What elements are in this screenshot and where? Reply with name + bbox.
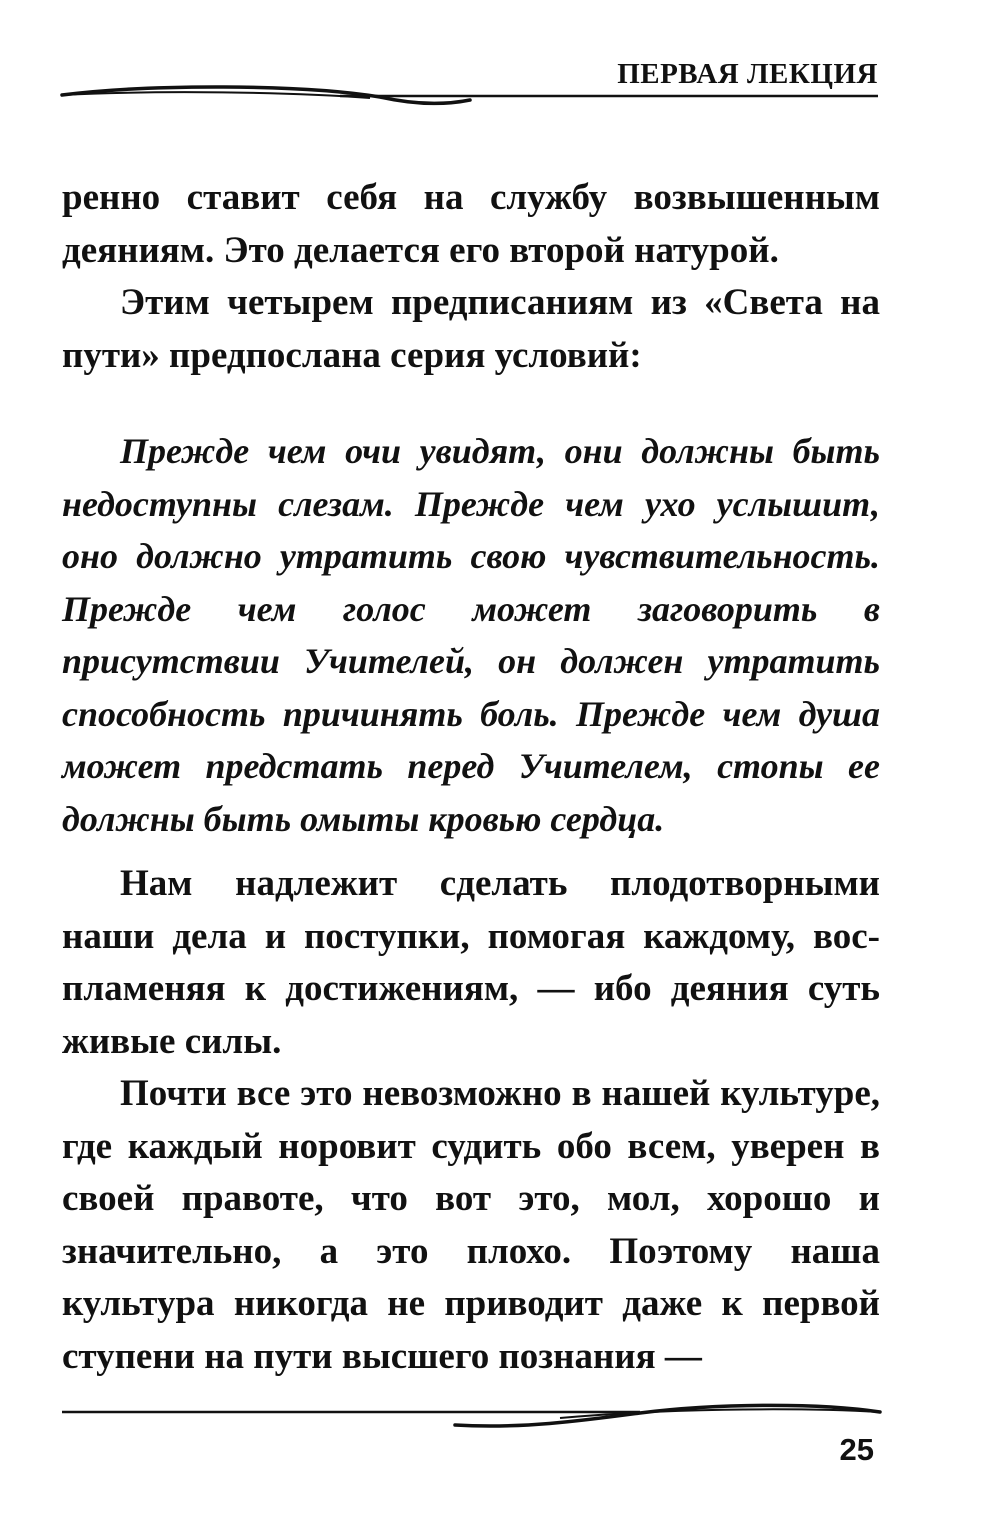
paragraph-deeds: Нам надлежит сделать плодотворными наши дела и поступки, помогая каждому, воспламеняя к достижениям, — ибо деяния суть живые силы. <box>62 863 880 1062</box>
intro-text <box>62 172 880 382</box>
page-number: 25 <box>839 1432 874 1467</box>
header-decorative-rule <box>0 70 1000 120</box>
main-text <box>62 858 880 1383</box>
quote-text: Прежде чем очи увидят, они должны быть недоступны слезам. Прежде чем ухо услышит, оно должно утратить свою чувствительность. Прежде чем голос может заговорить в присутствии Учителей, он должен утратить способность причинять боль. Прежде чем душа может предстать перед Учителем, стопы ее должны быть омыты кровью сердца. <box>62 431 880 839</box>
paragraph-continuation: ренно ставит себя на службу возвышенным деяниям. Это делается его второй натурой. <box>62 177 880 271</box>
paragraph-culture: Почти все это невозможно в нашей культуре, где каждый норовит судить обо всем, уверен в своей правоте, что вот это, мол, хорошо и значительно, а это плохо. Поэтому наша культура никогда не приводит даже к первой ступени на пути высшего познания — <box>62 1073 880 1377</box>
paragraph-conditions-intro: Этим четырем предписаниям из «Света на пути» предпослана серия условий: <box>62 282 880 376</box>
running-header-title: ПЕРВАЯ ЛЕКЦИЯ <box>617 58 878 90</box>
quote-block <box>62 425 880 845</box>
